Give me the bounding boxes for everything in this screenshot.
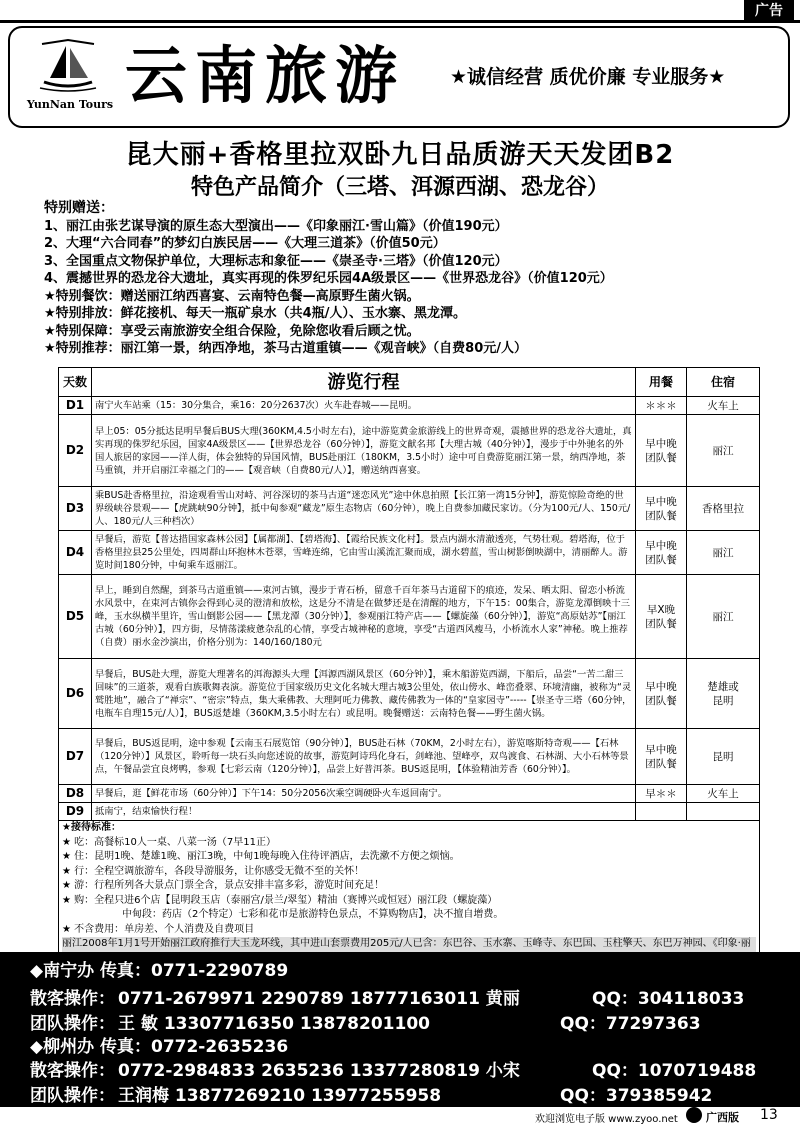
nn-group-contacts: 王 敏 13307716350 13878201100 xyxy=(118,1014,430,1034)
day-description: 抵南宁，结束愉快行程！ xyxy=(92,803,636,821)
nn-retail-label: 散客操作： xyxy=(30,989,115,1009)
table-header-row xyxy=(59,368,760,397)
day-description: 早餐后，逛【鲜花市场（60分钟）】下午14：50分2056次乘空调硬卧火车返回南宁。 xyxy=(92,785,636,803)
gift-item: ★特别推荐：丽江第一景，纳西净地，茶马古道重镇——《观音峡》（自费80元/人） xyxy=(44,341,527,356)
logo-text: YunNan Tours xyxy=(26,98,114,111)
itinerary-table xyxy=(58,367,760,967)
ad-tag: 广告 xyxy=(744,0,794,22)
edition-label: 广西版 xyxy=(706,1111,739,1124)
special-gifts xyxy=(44,200,784,358)
day-meal: 早＊＊ xyxy=(636,785,687,803)
note-item: 中甸段：药店（2个特定）七彩和花市是旅游特色景点，不算购物店】，决不擅自增费。 xyxy=(122,909,504,920)
day-label: D7 xyxy=(59,729,92,785)
slogan: ★诚信经营 质优价廉 专业服务★ xyxy=(450,66,726,88)
contact-footer xyxy=(0,952,800,1107)
lz-retail-qq: QQ：1070719488 xyxy=(592,1061,757,1081)
sailboat-icon xyxy=(36,38,100,94)
day-stay: 火车上 xyxy=(687,785,760,803)
top-rule xyxy=(0,20,800,23)
day-label: D9 xyxy=(59,803,92,821)
lz-retail-label: 散客操作： xyxy=(30,1061,115,1081)
liuzhou-office-fax: ◆柳州办 传真：0772-2635236 xyxy=(30,1037,289,1057)
nn-group-label: 团队操作： xyxy=(30,1014,115,1034)
tour-subtitle: 特色产品简介（三塔、洱源西湖、恐龙谷） xyxy=(190,175,609,200)
nn-group-qq: QQ：77297363 xyxy=(560,1014,701,1034)
col-header-days: 天数 xyxy=(59,368,92,397)
day-description: 早上05：05分抵达昆明早餐后BUS大理(360KM,4.5小时左右)，途中游览黄金旅游线上的世界奇观，震撼世界的恐龙谷大遗址，真实再现的侏罗纪乐园，国家4A级景区——【世界恐龙谷（60分钟）】，游览文献名邦【大理古城（40分钟）】，漫步于中外驰名的外国人旅居的家园——洋人街，体会独特的异国风情，BUS赴丽江（180KM，3.5小时）途中可自费游览丽江第一景，纳西净地，茶马重镇，并开启丽江幸福之门的——【观音峡（自费80元/人）】，赠送纳西喜宴。 xyxy=(92,415,636,487)
day-label: D3 xyxy=(59,487,92,531)
table-row xyxy=(59,659,760,729)
day-description: 南宁火车站乘（15：30分集合，乘16：20分2637次）火车赴春城——昆明。 xyxy=(92,397,636,415)
day-meal: ＊＊＊ xyxy=(636,397,687,415)
note-item: ★ 住：昆明1晚、楚雄1晚、丽江3晚，中甸1晚每晚入住待评酒店，去洗漱不方便之烦恼。 xyxy=(62,851,460,862)
note-item: ★ 不含费用：单房差、个人消费及自费项目 xyxy=(62,923,255,935)
day-meal: 早中晚 团队餐 xyxy=(636,531,687,575)
page-footer xyxy=(0,1107,800,1127)
service-standards xyxy=(59,821,760,967)
lz-group-contacts: 王润梅 13877269210 13977255958 xyxy=(118,1086,442,1106)
day-meal: 早中晚 团队餐 xyxy=(636,415,687,487)
day-stay: 丽江 xyxy=(687,575,760,659)
day-label: D5 xyxy=(59,575,92,659)
day-stay: 火车上 xyxy=(687,397,760,415)
nn-retail-qq: QQ：304118033 xyxy=(592,989,745,1009)
page-number: 13 xyxy=(760,1107,778,1123)
gifts-heading: 特别赠送： xyxy=(44,200,114,216)
header-banner xyxy=(8,26,790,128)
day-meal: 早X晚 团队餐 xyxy=(636,575,687,659)
note-item: ★ 游：行程所列各大景点门票全含，景点安排丰富多彩，游览时间充足！ xyxy=(62,880,385,891)
gift-item: 3、全国重点文物保护单位，大理标志和象征——《崇圣寺·三塔》（价值120元） xyxy=(44,253,508,269)
table-row xyxy=(59,415,760,487)
table-row xyxy=(59,785,760,803)
day-stay: 楚雄或 昆明 xyxy=(687,659,760,729)
day-label: D6 xyxy=(59,659,92,729)
lz-group-label: 团队操作： xyxy=(30,1086,115,1106)
day-stay: 丽江 xyxy=(687,531,760,575)
day-label: D4 xyxy=(59,531,92,575)
table-row xyxy=(59,487,760,531)
col-header-meal: 用餐 xyxy=(636,368,687,397)
gift-item: 2、大理“六合同春”的梦幻白族民居——《大理三道茶》（价值50元） xyxy=(44,236,446,251)
day-meal: 早中晚 团队餐 xyxy=(636,729,687,785)
company-logo xyxy=(20,38,120,118)
note-item: ★ 购：全程只进6个店【昆明段玉店（泰丽宫/景兰/翠玺）精油（赛博兴或恒冠）丽江段（螺旋藻） xyxy=(62,894,498,906)
day-meal: 早中晚 团队餐 xyxy=(636,487,687,531)
table-row xyxy=(59,729,760,785)
day-label: D8 xyxy=(59,785,92,803)
note-item: 丽江2008年1月1号开始丽江政府推行大玉龙环线，其中进山套票费用205元/人已含：东巴谷、玉水寨、玉峰寺、东巴国、玉柱擎天、东巴万神园、《印象·丽 xyxy=(62,937,756,966)
col-header-stay: 住宿 xyxy=(687,368,760,397)
top-bar xyxy=(0,0,800,22)
day-stay: 昆明 xyxy=(687,729,760,785)
brand-name: 云南旅游 xyxy=(125,39,406,112)
note-item: ★ 行：全程空调旅游车，各段导游服务，让你感受无微不至的关怀！ xyxy=(62,865,365,877)
lz-retail-contacts: 0772-2984833 2635236 13377280819 小宋 xyxy=(118,1061,520,1081)
day-description: 早餐后，BUS赴大理，游览大理著名的洱海源头大理【洱源西湖风景区（60分钟）】，乘木船游览西湖，下船后，品尝“一苦二甜三回味”的三道茶，观看白族歌舞表演。游览位于国家级历史文化名城大理古城3公里处，依山傍水、峰峦叠翠、环境清幽，被称为“灵鹫胜地”，融合了“禅宗”、“密宗”特点，集大乘佛教、大理阿吒力佛教、藏传佛教为一体的“皇家园寺”-----【崇圣寺三塔（60分钟，电瓶车自理15元/人）】，BUS返楚雄（360KM,3.5小时左右）或昆明。晚餐赠送：云南特色餐——野生菌火锅。 xyxy=(92,659,636,729)
gift-item: ★特别保障：享受云南旅游安全组合保险，免除您收看后顾之忧。 xyxy=(44,323,420,339)
day-label: D2 xyxy=(59,415,92,487)
day-description: 早上，睡到自然醒，到茶马古道重镇——束河古镇，漫步于青石桥，留意千百年茶马古道留下的痕迹，发呆、晒太阳、留恋小桥流水风景中，在束河古镇你会得到心灵的澄清和放松，这是分不清是在做梦还是在清醒的地方，下午15：00集合，游览龙潭倒映十三峰，玉水纵横半里许，雪山倒影公园——【黑龙潭（30分钟）】，参观丽江特产店——【螺旋藻（60分钟）】，游览“高原姑苏”【丽江古城（60分钟）】，四方街，尽情荡漾疲惫杂乱的心情，享受古城神秘的意境，享受“古道西风瘦马，小桥流水人家”神秘。晚上推荐（自费）丽水金沙演出，价格分别为：140/160/180元 xyxy=(92,575,636,659)
day-stay xyxy=(687,803,760,821)
gift-item: 4、震撼世界的恐龙谷大遗址，真实再现的侏罗纪乐园4A级景区——《世界恐龙谷》（价值120元） xyxy=(44,271,613,286)
tour-title: 昆大丽+香格里拉双卧九日品质游天天发团B2 xyxy=(125,140,675,170)
table-row xyxy=(59,397,760,415)
nn-retail-contacts: 0771-2679971 2290789 18777163011 黄丽 xyxy=(118,989,520,1009)
day-meal: 早中晚 团队餐 xyxy=(636,659,687,729)
nanning-office-fax: ◆南宁办 传真：0771-2290789 xyxy=(30,961,289,981)
table-row xyxy=(59,531,760,575)
note-item: ★ 吃：高餐标10人一桌、八菜一汤（7早11正） xyxy=(62,836,276,848)
notes-heading: ★接待标准： xyxy=(62,822,121,833)
day-stay: 丽江 xyxy=(687,415,760,487)
day-description: 乘BUS赴香格里拉，沿途观看雪山对峙、河谷深切的茶马古道“迷恋风光”途中休息拍照【长江第一湾15分钟】，游览惊险奇绝的世界级峡谷景观——【虎跳峡90分钟】，抵中甸参观“藏龙”原生态物店（60分钟），晚上自费参加藏民家访。（分为100元/人、150元/人、180元/人三种档次） xyxy=(92,487,636,531)
day-meal xyxy=(636,803,687,821)
gift-item: 1、丽江由张艺谋导演的原生态大型演出——《印象丽江·雪山篇》（价值190元） xyxy=(44,218,508,234)
day-label: D1 xyxy=(59,397,92,415)
gift-item: ★特别餐饮：赠送丽江纳西喜宴、云南特色餐—高原野生菌火锅。 xyxy=(44,288,420,304)
notes-row xyxy=(59,821,760,967)
lz-group-qq: QQ：379385942 xyxy=(560,1086,713,1106)
website-credit: 欢迎浏览电子版 www.zyoo.net xyxy=(535,1114,678,1125)
table-row xyxy=(59,803,760,821)
gift-item: ★特别排放：鲜花接机、每天一瓶矿泉水（共4瓶/人）、玉水寨、黑龙潭。 xyxy=(44,306,466,321)
col-header-route: 游览行程 xyxy=(92,368,636,397)
table-row xyxy=(59,575,760,659)
day-description: 早餐后，BUS返昆明，途中参观【云南玉石展览馆（90分钟）】，BUS赴石林（70KM，2小时左右），游览喀斯特奇观——【石林（120分钟）】风景区，聆听每一块石头向您述说的故事，游览阿诗玛化身石，剑峰池、望峰亭，双鸟渡食、石林湖、大小石林等景点，午餐品尝宜良烤鸭，参观【七彩云南（120分钟）】，品尝上好普洱茶。BUS返昆明，【体验精油芳香（60分钟）】。 xyxy=(92,729,636,785)
publication-seal-icon xyxy=(686,1107,702,1123)
day-stay: 香格里拉 xyxy=(687,487,760,531)
day-description: 早餐后，游览【普达措国家森林公园】【属都湖】、【碧塔海】、【霞给民族文化村】。景点内湖水清澈透亮，气势壮观。碧塔海，位于香格里拉县25公里处，四周群山环抱林木苍翠，雪峰连绵，它由雪山溪流汇聚而成，湖水碧蓝，雪山树影倒映湖中，清丽醉人。游览时间180分钟，中甸乘车返丽江。 xyxy=(92,531,636,575)
